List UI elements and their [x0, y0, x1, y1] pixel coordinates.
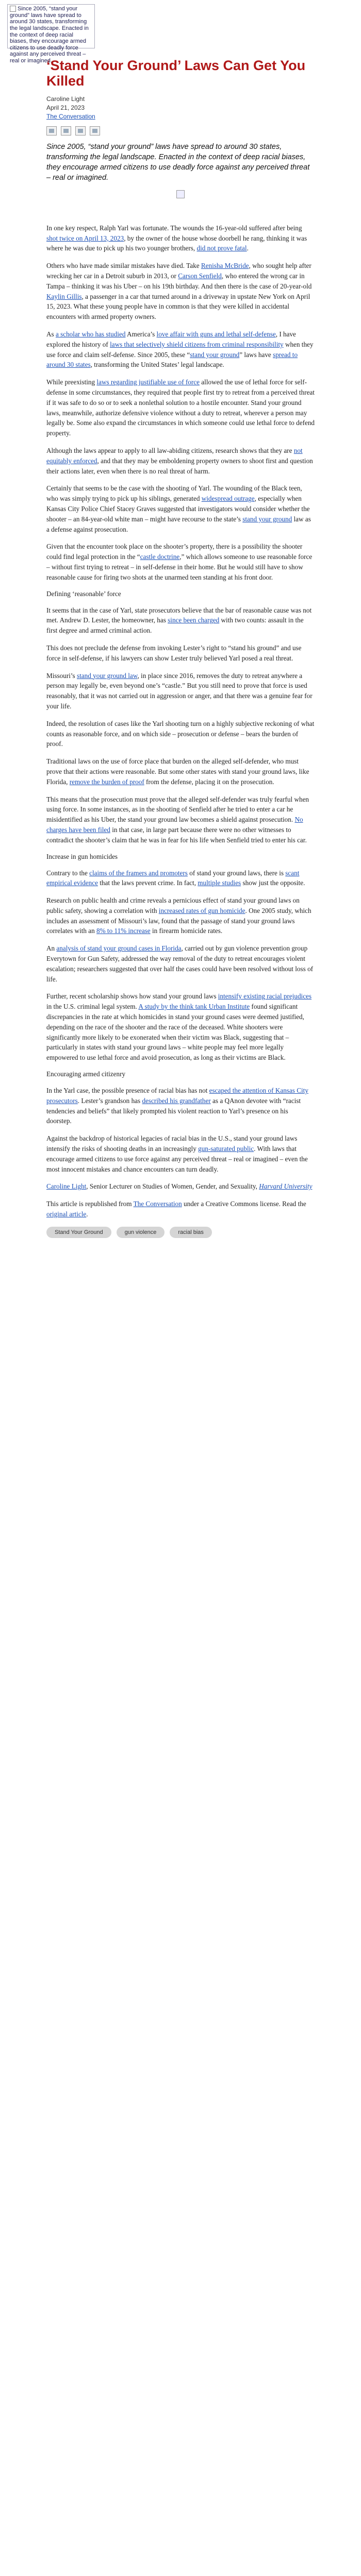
text-run: in the U.S. criminal legal system. [46, 1003, 139, 1011]
text-run: ” laws have [239, 350, 273, 359]
inline-link[interactable]: Carson Senfield [178, 272, 222, 280]
text-run: , and that they may be emboldening property owners to shoot first and question their actions later, even when there is no real threat of harm. [46, 456, 313, 475]
inline-link[interactable]: castle doctrine [140, 553, 180, 561]
article-title: ‘Stand Your Ground’ Laws Can Get You Killed [46, 58, 306, 89]
tag-list [46, 1227, 315, 1238]
article-body [46, 223, 315, 1219]
inline-link[interactable]: did not prove fatal [196, 244, 247, 252]
share-facebook-icon[interactable] [46, 126, 57, 135]
text-run: ,” which allows someone to use reasonable force – without first trying to retreat – in self-defense in their home. But he would still have to show reasonable cause for firing two shots at the unarmed teen standing at his front door. [46, 553, 313, 581]
inline-link[interactable]: spread to around 30 states [46, 350, 298, 369]
inline-link[interactable]: a scholar who has studied [55, 330, 126, 338]
paragraph [46, 329, 315, 370]
paragraph [46, 377, 315, 438]
text-run: While preexisting [46, 378, 97, 386]
article-lede: Since 2005, “stand your ground” laws have spread to around 30 states, transforming the legal landscape. Enacted in the context of deep racial biases, they encourage armed citizens to use deadly force against any perceived threat – real or imagined. [46, 142, 310, 182]
paragraph [46, 541, 315, 582]
text-run: Certainly that seems to be the case with the shooting of Yarl. The wounding of the Black teen, who was simply trying to pick up his siblings, generated [46, 484, 302, 503]
text-run: Contrary to the [46, 869, 90, 877]
text-run: , Senior Lecturer on Studies of Women, Gender, and Sexuality, [86, 1182, 259, 1191]
paragraph [46, 756, 315, 787]
text-run: show just the opposite. [241, 879, 305, 887]
inline-link[interactable]: intensify existing racial prejudices [218, 992, 312, 1001]
text-run: law as a defense against prosecution. [46, 515, 311, 533]
inline-link[interactable]: A study by the think tank Urban Institute [138, 1003, 250, 1011]
paragraph [46, 261, 315, 322]
paragraph [46, 1181, 315, 1192]
text-run: Against the backdrop of historical legacies of racial bias in the U.S., stand your ground laws intensify the risks of shooting deaths in an increasingly [46, 1134, 298, 1153]
header-image [7, 4, 95, 64]
text-run: that the laws prevent crime. In fact, [97, 879, 198, 887]
text-run: . One 2005 study, which includes an assessment of Missouri’s law, found that the passage of stand your ground laws correlates with an [46, 906, 311, 935]
share-print-icon[interactable] [90, 126, 100, 135]
paragraph [46, 1133, 315, 1174]
paragraph [46, 794, 315, 845]
text-run: of stand your ground laws, there is [187, 869, 286, 877]
text-run: , I have explored the history of [46, 330, 296, 348]
inline-link[interactable]: 8% to 11% increase [96, 927, 151, 935]
inline-link[interactable]: Renisha McBride [201, 262, 249, 270]
paragraph [46, 991, 315, 1063]
inline-link[interactable]: love affair with guns and lethal self-defense [156, 330, 276, 338]
text-run: In one key respect, Ralph Yarl was fortunate. The wounds the 16-year-old suffered after being [46, 224, 302, 232]
paragraph [46, 223, 315, 253]
tag-pill[interactable]: racial bias [170, 1227, 212, 1238]
inline-link[interactable]: shot twice on April 13, 2023 [46, 234, 124, 242]
paragraph [46, 643, 315, 664]
paragraph [46, 943, 315, 984]
text-run: , who entered the wrong car in Tampa – thinking it was his Uber – on his 19th birthday. And then there is the case of 20-year-old [46, 272, 312, 290]
text-run: in firearm homicide rates. [150, 927, 223, 935]
text-run: , transforming the United States’ legal landscape. [90, 361, 224, 369]
header-image-alt: Since 2005, “stand your ground” laws have spread to around 30 states, transforming the legal landscape. Enacted in the context of deep racial biases, they encourage armed citizens to use deadly force against any perceived threat – real or imagined. [10, 6, 89, 64]
text-run: with two counts: assault in the first degree and armed criminal action. [46, 616, 304, 635]
text-run: from the defense, placing it on the prosecution. [144, 777, 274, 786]
inline-link[interactable]: laws regarding justifiable use of force [96, 378, 200, 386]
share-twitter-icon[interactable] [61, 126, 71, 135]
inline-link[interactable]: remove the burden of proof [69, 777, 144, 786]
inline-link[interactable]: analysis of stand your ground cases in Florida [56, 944, 182, 953]
section-heading [46, 590, 315, 598]
text-run: when they use force and claim self-defense. Since 2005, these “ [46, 340, 314, 359]
section-heading [46, 853, 315, 861]
text-run: found significant discrepancies in the rate at which homicides in stand your ground cases were deemed justified, depending on the race of the shooter and the race of the deceased. White shooters were significantly more likely to be exonerated when their victim was Black, suggesting that – particularly in states with stand your ground laws – white people may feel more legally empowered to use lethal force and avoid prosecution, as long as their victims are Black. [46, 1003, 304, 1062]
text-run: Increase in gun homicides [46, 852, 118, 860]
inline-link[interactable]: Caroline Light [46, 1182, 87, 1191]
text-run: Indeed, the resolution of cases like the Yarl shooting turn on a highly subjective reckoning of what counts as reasonable force, and on which side – prosecution or defense – bears the burden of proof. [46, 719, 315, 748]
text-run: as a QAnon devotee with “racist tendencies and beliefs” that likely prompted his violent reaction to Yarl’s presence on his doorstep. [46, 1096, 301, 1125]
inline-link[interactable]: stand your ground [242, 515, 292, 523]
text-run: under a Creative Commons license. Read the [182, 1200, 306, 1208]
text-run: Missouri’s [46, 671, 77, 680]
paragraph [46, 671, 315, 711]
inline-link[interactable]: not equitably enforced [46, 447, 303, 465]
inline-link[interactable]: escaped the attention of Kansas City prosecutors [46, 1087, 308, 1105]
text-run: It seems that in the case of Yarl, state prosecutors believe that the bar of reasonable cause was not met. Andrew D. Lester, the homeowner, has [46, 606, 312, 624]
section-heading [46, 1070, 315, 1078]
text-run: . [86, 1210, 88, 1218]
text-run: . Lester’s grandson has [77, 1096, 142, 1105]
inline-link[interactable]: Kaylin Gillis [46, 292, 82, 300]
inline-link[interactable]: described his grandfather [142, 1096, 211, 1105]
paragraph [46, 446, 315, 476]
tag-pill[interactable]: Stand Your Ground [46, 1227, 111, 1238]
paragraph [46, 1086, 315, 1126]
text-run: This means that the prosecution must prove that the alleged self-defender was truly fearful when using force. In some instances, as in the shooting of Senfield after he tried to enter a car he misidentified as his Uber, the stand your ground law becomes a shield against prosecution. [46, 795, 309, 824]
text-run: This does not preclude the defense from invoking Lester’s right to “stand his ground” and use force in self-defense, if his lawyers can show Lester truly believed Yarl posed a real threat. [46, 643, 302, 662]
inline-link[interactable]: scant empirical evidence [46, 869, 300, 887]
text-run: in that case, in large part because there were no other witnesses to contradict the shooter’s claim that he was in fear for his life when Senfield tried to enter his car. [46, 825, 307, 844]
text-run: Research on public health and crime reveals a pernicious effect of stand your ground laws on public safety, showing a correlation with [46, 896, 300, 914]
paragraph [46, 719, 315, 749]
inline-link[interactable]: stand your ground law [77, 671, 138, 680]
text-run: Others who have made similar mistakes have died. Take [46, 262, 201, 270]
article-meta [46, 95, 315, 121]
text-run: Further, recent scholarship shows how stand your ground laws [46, 992, 218, 1001]
paragraph [46, 605, 315, 636]
text-run: , in place since 2016, removes the duty to retreat anywhere a person may legally be, even beyond one’s “castle.” But you still need to prove that force is used reasonably, that it was not carried out in aggression or anger, and that there was a genuine fear for your life. [46, 671, 313, 710]
text-run: Given that the encounter took place on the shooter’s property, there is a possibility the shooter could find legal protection in the “ [46, 543, 303, 561]
inline-link[interactable]: claims of the framers and promoters [89, 869, 188, 877]
text-run: . With laws that encourage armed citizens to use force against any perceived threat – real or imagined – even the most innocent mistakes and chance encounters can turn deadly. [46, 1145, 308, 1173]
text-run: , a passenger in a car that turned around in a driveway in upstate New York on April 15, 2023. What these young people have in common is that they were killed in accidental encounters with armed property owners. [46, 292, 310, 321]
article-source-link[interactable]: The Conversation [46, 113, 95, 121]
text-run: , especially when Kansas City Police Chief Stacey Graves suggested that investigators would consider whether the shooter – an 84-year-old white man – might have recourse to the state’s [46, 495, 310, 523]
text-run: This article is republished from [46, 1200, 134, 1208]
broken-image-icon [10, 6, 16, 12]
inline-link[interactable]: multiple studies [198, 879, 241, 887]
text-run: An [46, 944, 57, 953]
share-bar [46, 126, 315, 135]
inline-link[interactable]: stand your ground [190, 350, 240, 359]
article-author: Caroline Light [46, 95, 85, 103]
text-run: allowed the use of lethal force for self-defense in some circumstances, they required that people first try to retreat from a perceived threat if it was safe to do so or to seek a nonlethal solution to a hostile encounter. Stand your ground laws, meanwhile, authorize defensive violence without a duty to retreat, wherever a person may legally be. Some also expand the circumstances in which someone could use lethal force to defend property. [46, 378, 315, 437]
share-email-icon[interactable] [75, 126, 86, 135]
paragraph [46, 895, 315, 936]
text-run: , carried out by gun violence prevention group Everytown for Gun Safety, addressed the way removal of the duty to retreat encourages violent escalation; researchers suggested that over half the cases could have been resolved without loss of life. [46, 944, 314, 983]
paragraph [46, 1199, 315, 1219]
article-photo-icon [176, 190, 185, 198]
inline-link[interactable]: Harvard University [259, 1182, 313, 1191]
inline-link[interactable]: since been charged [168, 616, 220, 624]
text-run: America’s [125, 330, 157, 338]
inline-link[interactable]: original article [46, 1210, 87, 1218]
article-date: April 21, 2023 [46, 104, 85, 112]
text-run: Traditional laws on the use of force place that burden on the alleged self-defender, who must prove that their actions were reasonable. But some other states with stand your ground laws, like Florida, [46, 757, 309, 786]
inline-link[interactable]: widespread outrage [201, 495, 255, 503]
inline-link[interactable]: gun-saturated public [198, 1145, 254, 1153]
inline-link[interactable]: increased rates of gun homicide [158, 906, 245, 914]
article [46, 0, 315, 1238]
text-run: . [247, 244, 249, 252]
text-run: Defining ‘reasonable’ force [46, 589, 121, 598]
text-run: Encouraging armed citizenry [46, 1070, 126, 1078]
tag-pill[interactable]: gun violence [117, 1227, 165, 1238]
text-run: As [46, 330, 56, 338]
paragraph [46, 868, 315, 889]
text-run: In the Yarl case, the possible presence of racial bias has not [46, 1087, 209, 1095]
text-run: Although the laws appear to apply to all law-abiding citizens, research shows that they are [46, 447, 294, 454]
paragraph [46, 483, 315, 534]
text-run: , who sought help after wrecking her car in a Detroit suburb in 2013, or [46, 262, 311, 280]
inline-link[interactable]: The Conversation [133, 1200, 182, 1208]
text-run: , by the owner of the house whose doorbell he rang, thinking it was where he was due to pick up his two younger brothers, [46, 234, 307, 252]
inline-link[interactable]: No charges have been filed [46, 816, 303, 834]
inline-link[interactable]: laws that selectively shield citizens from criminal responsibility [110, 340, 284, 348]
